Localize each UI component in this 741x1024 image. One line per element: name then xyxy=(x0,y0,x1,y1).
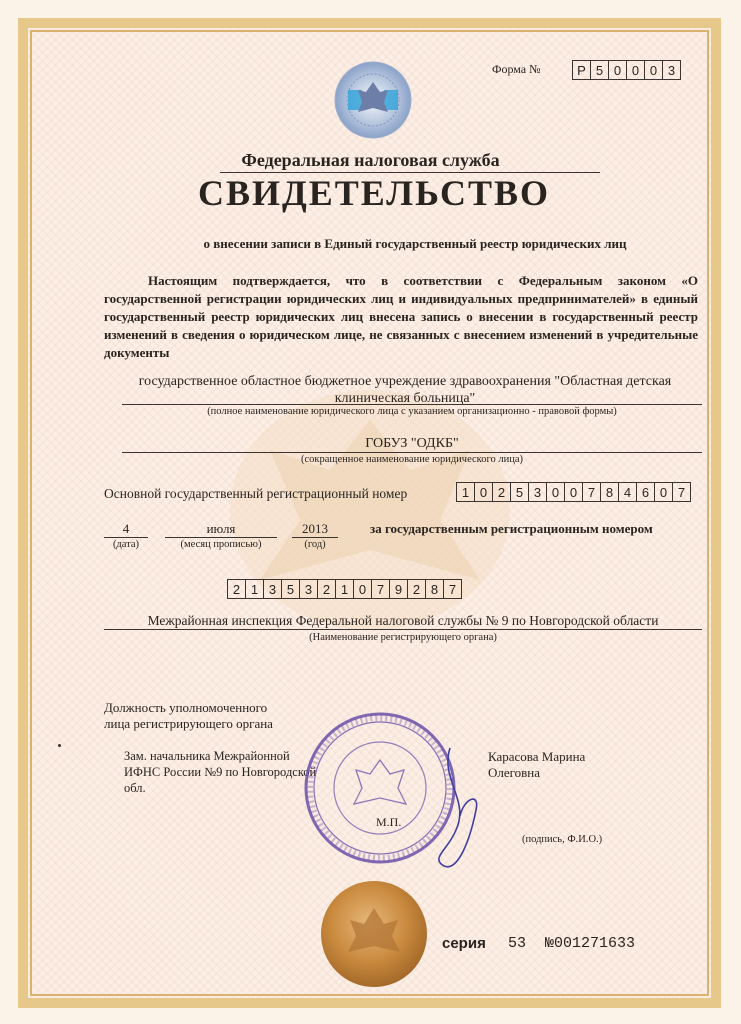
ogrn-cell: 3 xyxy=(528,482,547,502)
reg-cell: 2 xyxy=(407,579,426,599)
form-code-cell: 0 xyxy=(608,60,627,80)
org-full-name: государственное областное бюджетное учреждение здравоохранения "Областная детская клиническая больница" xyxy=(138,374,672,406)
form-label: Форма № xyxy=(492,62,541,76)
position-line3: обл. xyxy=(124,781,146,795)
reg-cell: 7 xyxy=(443,579,462,599)
handwritten-signature-icon xyxy=(400,740,490,880)
hologram-emblem-icon xyxy=(330,60,416,140)
ogrn-cell: 6 xyxy=(636,482,655,502)
date-year-caption: (год) xyxy=(304,539,326,550)
position-line2: ИФНС России №9 по Новгородской xyxy=(124,765,317,779)
org-full-caption: (полное наименование юридического лица с указанием организационно - правовой формы) xyxy=(207,406,617,417)
reg-cell: 2 xyxy=(317,579,336,599)
form-code xyxy=(573,60,681,80)
reg-cell: 2 xyxy=(227,579,246,599)
form-code-cell: 0 xyxy=(626,60,645,80)
form-code-cell: 5 xyxy=(590,60,609,80)
authority-name: Межрайонная инспекция Федеральной налоговой службы № 9 по Новгородской области xyxy=(147,613,659,628)
reg-cell: 7 xyxy=(371,579,390,599)
reg-number xyxy=(228,579,462,599)
org-short-caption: (сокращенное наименование юридического лица) xyxy=(300,454,524,465)
form-code-cell: 3 xyxy=(662,60,681,80)
form-code-cell: 0 xyxy=(644,60,663,80)
org-short-name: ГОБУЗ "ОДКБ" xyxy=(365,436,459,451)
ogrn-cell: 8 xyxy=(600,482,619,502)
stamp-place-label: М.П. xyxy=(376,815,402,829)
margin-dot xyxy=(58,744,61,747)
ogrn-cell: 1 xyxy=(456,482,475,502)
date-year: 2013 xyxy=(302,521,328,536)
ogrn-cell: 0 xyxy=(564,482,583,502)
reg-cell: 9 xyxy=(389,579,408,599)
ogrn-cell: 4 xyxy=(618,482,637,502)
ogrn-cell: 5 xyxy=(510,482,529,502)
document-subtitle: о внесении записи в Единый государственный реестр юридических лиц xyxy=(203,236,627,251)
date-month: июля xyxy=(206,521,236,536)
ogrn-cell: 0 xyxy=(474,482,493,502)
authority-caption: (Наименование регистрирующего органа) xyxy=(309,632,497,643)
watermark-eagle-icon xyxy=(220,380,520,640)
document-title: СВИДЕТЕЛЬСТВО xyxy=(197,173,551,213)
statement-text: Настоящим подтверждается, что в соответствии с Федеральным законом «О государственной регистрации юридических лиц и индивидуальных предпринимателей» в единый государственный реестр юридических лиц внесена запись о внесении в государственный реестр изменений в сведения о юридическом лице, не связанных с внесением изменений в учредительные документы xyxy=(104,273,698,360)
reg-cell: 8 xyxy=(425,579,444,599)
gold-seal-icon xyxy=(318,878,430,990)
reg-number-label: за государственным регистрационным номером xyxy=(370,521,653,536)
signer-name-line2: Олеговна xyxy=(488,765,541,780)
ogrn-cell: 7 xyxy=(672,482,691,502)
reg-cell: 0 xyxy=(353,579,372,599)
ogrn-number xyxy=(457,482,691,502)
signer-name-line1: Карасова Марина xyxy=(488,749,586,764)
signature-caption: (подпись, Ф.И.О.) xyxy=(522,834,603,845)
reg-cell: 1 xyxy=(245,579,264,599)
ogrn-cell: 0 xyxy=(546,482,565,502)
date-month-caption: (месяц прописью) xyxy=(180,539,262,550)
reg-cell: 1 xyxy=(335,579,354,599)
series-region: 53 xyxy=(508,935,527,952)
ogrn-label: Основной государственный регистрационный номер xyxy=(104,486,408,501)
reg-cell: 3 xyxy=(299,579,318,599)
reg-cell: 5 xyxy=(281,579,300,599)
date-day: 4 xyxy=(122,521,130,536)
ogrn-cell: 7 xyxy=(582,482,601,502)
date-day-caption: (дата) xyxy=(112,539,140,550)
position-line1: Зам. начальника Межрайонной xyxy=(124,749,290,763)
position-label-line1: Должность уполномоченного xyxy=(104,700,268,715)
ogrn-cell: 2 xyxy=(492,482,511,502)
reg-cell: 3 xyxy=(263,579,282,599)
series-number: №001271633 xyxy=(545,935,636,952)
form-code-cell: Р xyxy=(572,60,591,80)
agency-title: Федеральная налоговая служба xyxy=(241,150,500,170)
ogrn-cell: 0 xyxy=(654,482,673,502)
position-label-line2: лица регистрирующего органа xyxy=(104,716,273,731)
series-label: серия xyxy=(442,935,486,952)
